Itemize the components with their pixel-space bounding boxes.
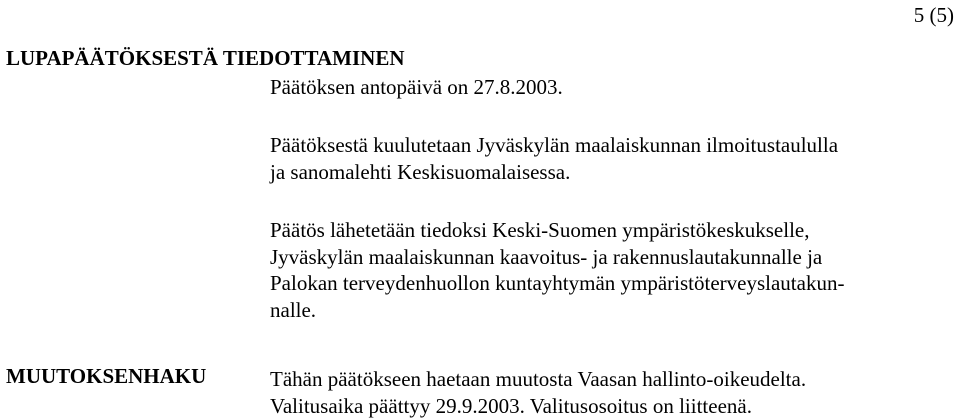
section-heading-appeal: MUUTOKSENHAKU (6, 364, 206, 388)
issued-date-line: Päätöksen antopäivä on 27.8.2003. (270, 74, 563, 101)
distribution-paragraph (270, 217, 844, 323)
publication-line: ja sanomalehti Keskisuomalaisessa. (270, 159, 838, 186)
section-heading-decision-notice: LUPAPÄÄTÖKSESTÄ TIEDOTTAMINEN (6, 46, 405, 70)
distribution-line: Päätös lähetetään tiedoksi Keski-Suomen ympäristökeskukselle, (270, 217, 844, 244)
distribution-line: Palokan terveydenhuollon kuntayhtymän ympäristöterveyslautakun- (270, 270, 844, 297)
distribution-line: Jyväskylän maalaiskunnan kaavoitus- ja rakennuslautakunnalle ja (270, 244, 844, 271)
page-number: 5 (5) (914, 3, 954, 27)
issued-date-paragraph (270, 74, 563, 101)
appeal-line: Tähän päätökseen haetaan muutosta Vaasan hallinto-oikeudelta. (270, 366, 806, 393)
publication-paragraph (270, 132, 838, 185)
distribution-line: nalle. (270, 297, 844, 324)
publication-line: Päätöksestä kuulutetaan Jyväskylän maalaiskunnan ilmoitustaululla (270, 132, 838, 159)
appeal-line: Valitusaika päättyy 29.9.2003. Valitusosoitus on liitteenä. (270, 393, 806, 419)
appeal-paragraph (270, 366, 806, 419)
